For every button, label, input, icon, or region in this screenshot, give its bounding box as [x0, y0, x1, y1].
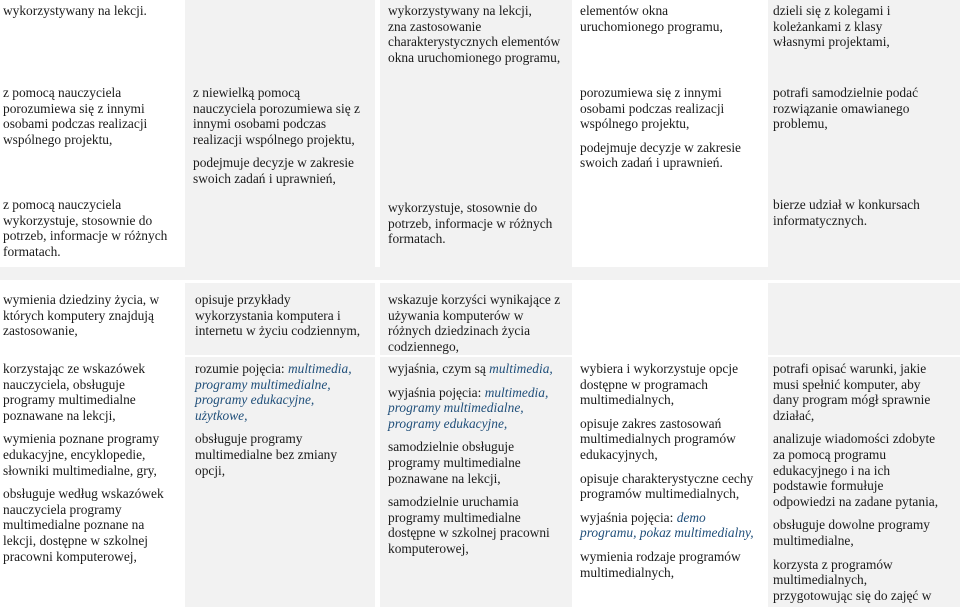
- cell-text: dzieli się z kolegami i koleżankami z klasy własnymi projektami,: [773, 3, 891, 50]
- cell-text: samodzielnie obsługuje programy multimedialne poznawane na lekcji,: [388, 439, 521, 486]
- cell-text: opisuje charakterystyczne cechy programów multimedialnych,: [580, 470, 754, 502]
- cell-text: opisuje zakres zastosowań multimedialnych programów edukacyjnych,: [580, 415, 736, 462]
- top-r1-c5: [768, 0, 960, 80]
- top-r2-c1: [0, 80, 183, 195]
- top-r1-c1: [0, 0, 183, 80]
- cell-text: potrafi opisać warunki, jakie musi spełnić komputer, aby dany program mógł sprawnie działać,: [773, 361, 931, 423]
- cell-text: zna zastosowanie charakterystycznych elementów okna uruchomionego programu,: [388, 18, 561, 65]
- cell-text: wskazuje korzyści wynikające z używania komputerów w różnych dziedzinach życia codziennego,: [388, 292, 561, 354]
- cell-text: wykorzystywany na lekcji.: [3, 3, 147, 18]
- text-segment: wyjaśnia pojęcia:: [388, 384, 485, 400]
- cell-text: potrafi samodzielnie podać rozwiązanie omawianego problemu,: [773, 85, 919, 132]
- cell-text: obsługuje dowolne programy multimedialne,: [773, 517, 930, 548]
- bottom-r2-c2: [185, 357, 375, 607]
- cell-text: wymienia rodzaje programów multimedialnych,: [580, 548, 741, 580]
- cell-text: korzysta z programów multimedialnych, przygotowując się do zajęć w: [773, 556, 932, 603]
- text-segment: wyjaśnia, czym są: [388, 361, 490, 376]
- cell-text: wymienia dziedziny życia, w których komputery znajdują zastosowanie,: [3, 292, 160, 339]
- cell-text: samodzielnie uruchamia programy multimedialne dostępne w szkolnej pracowni komputerowej,: [388, 494, 550, 556]
- cell-text: opisuje przykłady wykorzystania komputera i internetu w życiu codziennym,: [195, 292, 361, 339]
- cell-text: elementów okna uruchomionego programu,: [580, 3, 723, 34]
- bottom-r2-c3: [380, 357, 572, 607]
- bottom-r1-c4: [575, 283, 765, 355]
- bottom-r2-c5: [768, 357, 960, 607]
- cell-text: obsługuje według wskazówek nauczyciela programy multimedialne poznane na lekcji, dostępne w szkolnej pracowni komputerowej,: [3, 486, 164, 564]
- cell-text: obsługuje programy multimedialne bez zmiany opcji,: [195, 431, 338, 478]
- top-r3-c1: [0, 195, 183, 267]
- bottom-r1-c3: [380, 283, 572, 355]
- highlighted-terms: multimedia, programy multimedialne, programy edukacyjne,: [388, 384, 549, 431]
- top-r3-c5: [768, 195, 960, 267]
- text-segment: wyjaśnia pojęcia:: [580, 509, 677, 525]
- cell-text: wykorzystywany na lekcji,: [388, 3, 532, 18]
- table-separator: [0, 267, 960, 280]
- cell-text: wybiera i wykorzystuje opcje dostępne w programach multimedialnych,: [580, 361, 739, 408]
- cell-text: z pomocą nauczyciela wykorzystuje, stosownie do potrzeb, informacje w różnych formatach.: [3, 197, 168, 259]
- cell-text: bierze udział w konkursach informatycznych.: [773, 197, 920, 228]
- top-r2-c4: [575, 80, 765, 195]
- text-segment: rozumie pojęcia:: [195, 361, 288, 376]
- cell-text: wymienia poznane programy edukacyjne, encyklopedie, słowniki multimedialne, gry,: [3, 431, 160, 478]
- highlighted-terms: demo programu, pokaz multimedialny,: [580, 509, 754, 541]
- cell-text: z niewielką pomocą nauczyciela porozumiewa się z innymi osobami podczas realizacji wspólnego projektu,: [193, 85, 360, 147]
- top-r2-c2: [185, 80, 375, 195]
- bottom-r2-c4: [575, 357, 765, 607]
- top-r3-c2: [185, 195, 375, 267]
- cell-text: korzystając ze wskazówek nauczyciela, obsługuje programy multimedialne poznawane na lekcji,: [3, 361, 146, 423]
- highlighted-terms: multimedia,: [489, 361, 553, 376]
- cell-text: z pomocą nauczyciela porozumiewa się z innymi osobami podczas realizacji wspólnego projektu,: [3, 85, 148, 147]
- cell-text: [580, 510, 755, 541]
- cell-text: [195, 361, 363, 423]
- top-r2-c5: [768, 80, 960, 195]
- top-r1-c4: [575, 0, 765, 80]
- bottom-r1-c2: [185, 283, 375, 355]
- cell-text: [388, 385, 560, 432]
- bottom-r1-c1: [0, 283, 183, 355]
- top-r1-c2: [185, 0, 375, 80]
- bottom-r1-c5: [768, 283, 960, 355]
- cell-text: porozumiewa się z innymi osobami podczas realizacji wspólnego projektu,: [580, 85, 725, 132]
- cell-text: analizuje wiadomości zdobyte za pomocą programu edukacyjnego i na ich podstawie formułuje odpowiedzi na zadane pytania,: [773, 431, 939, 509]
- top-r3-c4: [575, 195, 765, 267]
- top-r2-c3: [380, 80, 572, 195]
- cell-text: wykorzystuje, stosownie do potrzeb, informacje w różnych formatach.: [388, 200, 553, 247]
- top-r1-c3: [380, 0, 572, 80]
- cell-text: podejmuje decyzje w zakresie swoich zadań i uprawnień.: [580, 139, 741, 171]
- cell-text: podejmuje decyzje w zakresie swoich zadań i uprawnień,: [193, 155, 354, 186]
- cell-text: [388, 361, 560, 377]
- top-r3-c3: [380, 195, 572, 267]
- bottom-r2-c1: [0, 357, 183, 607]
- highlighted-terms: multimedia, programy multimedialne, programy edukacyjne, użytkowe,: [195, 361, 352, 423]
